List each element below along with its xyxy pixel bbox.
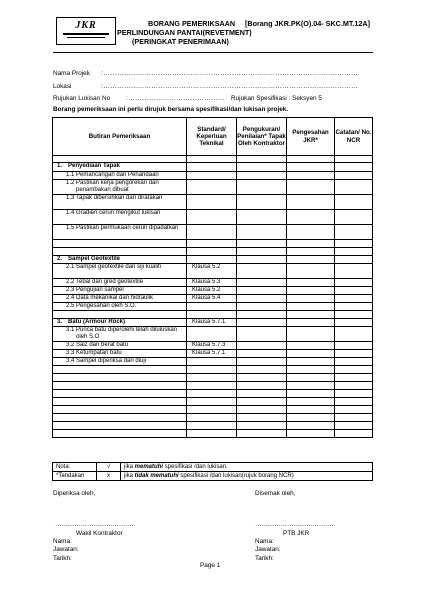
table-row-blank	[53, 366, 373, 374]
item-standard: Klausa 5.4	[187, 295, 237, 303]
section-number: 1.	[57, 163, 63, 169]
cross-icon: x	[97, 472, 121, 481]
table-row-spacer	[53, 240, 373, 248]
section-title: Batu (Armour Rock)	[68, 319, 126, 325]
item-number: 3.2	[66, 342, 75, 348]
item-standard	[187, 303, 237, 311]
item-standard	[187, 172, 237, 180]
item-standard: Klausa 5.3	[187, 279, 237, 287]
item-number: 3.3	[66, 350, 75, 356]
table-row-spacer	[53, 156, 373, 163]
table-row-blank	[53, 390, 373, 398]
col-header-standard: Standard/ Keperluan Teknikal	[187, 118, 237, 156]
nama-left-label: Nama:	[53, 538, 72, 545]
page-number: Page 1	[200, 562, 221, 569]
section-title: Penyediaan Tapak	[68, 163, 120, 169]
inspection-table	[52, 117, 373, 438]
table-row	[53, 358, 373, 366]
table-row	[53, 210, 373, 225]
jkr-logo	[56, 17, 116, 45]
logo-stripe	[67, 37, 105, 38]
nama-right-label: Nama:	[255, 538, 274, 545]
item-number: 2.3	[66, 287, 75, 293]
table-row	[53, 327, 373, 342]
item-number: 2.5	[66, 303, 75, 309]
nama-projek-field[interactable]: :…………………………………………………………………………………………………	[101, 70, 359, 77]
section-number: 2.	[57, 256, 63, 262]
item-standard	[187, 180, 237, 195]
item-text: Sampel diperiksa dan diuji	[76, 358, 147, 364]
legend-row-noncomply	[53, 472, 373, 481]
item-standard	[187, 358, 237, 366]
signature-line-jkr[interactable]: ……………………………….	[255, 521, 334, 528]
item-number: 1.1	[66, 172, 75, 178]
wakil-kontraktor-label: Wakil Kontraktor	[76, 530, 123, 537]
item-number: 1.2	[66, 180, 75, 186]
nama-projek-label: Nama Projek	[53, 70, 90, 77]
diperiksa-heading: Diperiksa oleh,	[53, 490, 96, 497]
col-header-butiran: Butiran Pemeriksaan	[53, 118, 187, 156]
item-text: Pastikan permukaan cerun dipadatkan	[76, 225, 179, 231]
item-number: 3.1	[66, 327, 75, 333]
table-row	[53, 287, 373, 295]
item-text: Punca batu diperolehi telah diluluskan oleh S.O	[76, 327, 178, 340]
legend-comply-text: jika mematuhi spesifikasi /dan lukisan.	[121, 463, 373, 472]
table-row	[53, 295, 373, 303]
table-row-blank	[53, 382, 373, 390]
table-header-row	[53, 118, 373, 156]
tarikh-left-label: Tarikh:	[53, 555, 72, 562]
table-row-blank	[53, 406, 373, 414]
tandakan-label: *Tandakan	[53, 472, 97, 481]
item-text: Pengujian sampel	[76, 287, 124, 293]
table-row	[53, 225, 373, 240]
rujukan-lukisan-field[interactable]: :……………………………………	[126, 95, 225, 102]
item-standard: Klausa 5.7.1	[187, 350, 237, 358]
disemak-heading: Disemak oleh,	[255, 490, 296, 497]
tarikh-right-label: Tarikh:	[255, 555, 274, 562]
item-number: 1.4	[66, 210, 75, 216]
table-row	[53, 195, 373, 210]
lokasi-label: Lokasi	[53, 83, 72, 90]
item-number: 2.1	[66, 264, 75, 270]
section-row	[53, 319, 373, 327]
item-standard: Klausa 5.2	[187, 264, 237, 279]
item-text: Tapak dibersihkan dan diratakan	[76, 195, 163, 201]
item-number: 2.2	[66, 279, 75, 285]
header-divider	[53, 52, 373, 53]
item-text: Data mekanikal dan hidraulik	[76, 295, 154, 301]
item-standard: Klausa 5.7.3	[187, 342, 237, 350]
item-standard	[187, 210, 237, 225]
check-icon: √	[97, 463, 121, 472]
table-row-blank	[53, 422, 373, 430]
item-number: 3.4	[66, 358, 75, 364]
table-row	[53, 264, 373, 279]
item-number: 1.3	[66, 195, 75, 201]
table-row-blank	[53, 398, 373, 406]
item-text: Pemancangan dan Penandaan	[76, 172, 159, 178]
item-text: Pengesahan oleh S.O.	[76, 303, 137, 309]
table-row	[53, 303, 373, 311]
item-text: Tebal dan gred geotextile	[76, 279, 144, 285]
table-row	[53, 279, 373, 287]
item-text: Gradien cerun mengikut lukisan	[76, 210, 161, 216]
table-row-spacer	[53, 248, 373, 256]
col-header-pengukuran: Pengukuran/ Penilaian* Tapak Oleh Kontraktor	[237, 118, 287, 156]
signature-line-contractor[interactable]: ……………………………….	[55, 521, 134, 528]
lokasi-field[interactable]: :…………………………………………………………………………………………………	[101, 83, 359, 90]
logo-text: JKR	[75, 20, 97, 31]
section-row	[53, 163, 373, 172]
table-row-spacer	[53, 311, 373, 319]
section-title: Sampel Geotextile	[68, 256, 121, 262]
notes-legend	[52, 462, 373, 481]
item-standard	[187, 195, 237, 210]
section-row	[53, 256, 373, 264]
table-row	[53, 350, 373, 358]
item-text: Ketumpatan batu	[76, 350, 122, 356]
table-row	[53, 180, 373, 195]
rujukan-spesifikasi: Rujukan Spesifikasi : Seksyen 5	[231, 95, 322, 102]
item-text: Sampel geotextile dan siji kualiti	[76, 264, 162, 270]
nota-label: Nota:	[53, 463, 97, 472]
table-row-blank	[53, 414, 373, 422]
ptb-jkr-label: PTB JKR	[283, 530, 310, 537]
logo-stripe	[63, 33, 109, 35]
item-text: Saiz dan berat batu	[76, 342, 129, 348]
item-standard: Klausa 5.2	[187, 287, 237, 295]
form-title-line-3: (PERINGKAT PENERIMAAN)	[132, 37, 229, 46]
item-standard	[187, 327, 237, 342]
form-title-line-2: PERLINDUNGAN PANTAI(REVETMENT)	[117, 28, 252, 37]
item-number: 1.5	[66, 225, 75, 231]
legend-row-comply	[53, 463, 373, 472]
instruction-text: Borang pemeriksaan ini perlu dirujuk bersama spesifikasi/dan lukisan projek.	[53, 106, 289, 113]
item-text: Pastikan kerja pengorekan dan penambakan dibuat	[76, 180, 159, 193]
item-standard	[187, 225, 237, 240]
table-row-blank	[53, 374, 373, 382]
rujukan-lukisan-label: Rujukan Lukisan No	[53, 95, 111, 102]
col-header-pengesahan: Pengesahan JKR*	[287, 118, 335, 156]
col-header-catatan: Catatan/ No. NCR	[335, 118, 373, 156]
jawatan-left-label: Jawatan:	[53, 546, 79, 553]
item-number: 2.4	[66, 295, 75, 301]
table-row	[53, 172, 373, 180]
section-standard: Klausa 5.7.1	[187, 319, 237, 327]
section-number: 3.	[57, 319, 63, 325]
table-row-blank	[53, 430, 373, 438]
jawatan-right-label: Jawatan:	[255, 546, 281, 553]
form-title-line-1: BORANG PEMERIKSAAN	[148, 19, 236, 28]
form-code: [Borang JKR.PK(O).04- SKC.MT.12A]	[245, 19, 370, 28]
table-row	[53, 342, 373, 350]
legend-noncomply-text: jika tidak mematuhi spesifikasi /dan lukisan(rujuk borang NCR)	[121, 472, 373, 481]
